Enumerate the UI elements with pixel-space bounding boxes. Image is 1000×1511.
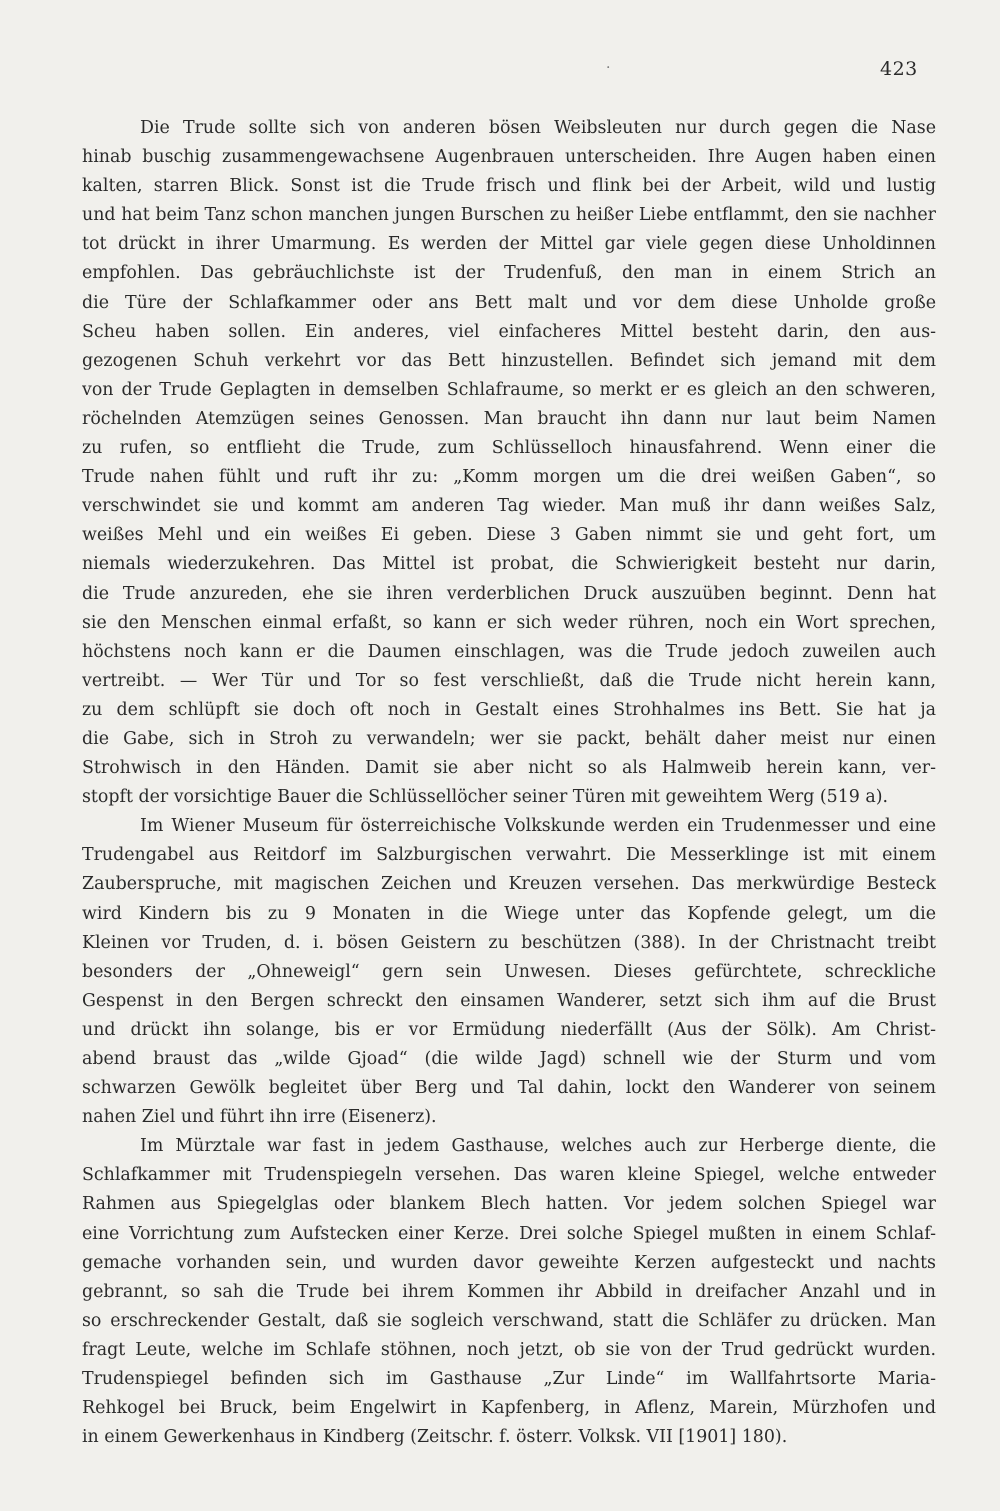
text-line: in einem Gewerkenhaus in Kindberg (Zeitschr. f. österr. Volksk. VII [1901] 180).	[82, 1427, 788, 1448]
text-line: Im Wiener Museum für österreichische Volkskunde werden ein Trudenmesser und eine	[140, 816, 936, 837]
text-line: tot drückt in ihrer Umarmung. Es werden der Mittel gar viele gegen diese Unholdinnen	[82, 234, 936, 255]
text-line: Schlafkammer mit Trudenspiegeln versehen. Das waren kleine Spiegel, welche entweder	[82, 1165, 936, 1186]
text-line: fragt Leute, welche im Schlafe stöhnen, noch jetzt, ob sie von der Trud gedrückt wurden.	[82, 1339, 936, 1360]
text-line: höchstens noch kann er die Daumen einschlagen, was die Trude jedoch zuweilen auch	[82, 641, 936, 662]
text-line: zu dem schlüpft sie doch oft noch in Gestalt eines Strohhalmes ins Bett. Sie hat ja	[82, 699, 936, 720]
text-line: abend braust das „wilde Gjoad“ (die wilde Jagd) schnell wie der Sturm und vom	[82, 1049, 936, 1069]
text-line: niemals wiederzukehren. Das Mittel ist probat, die Schwierigkeit besteht nur darin,	[82, 554, 936, 575]
text-line: kalten, starren Blick. Sonst ist die Trude frisch und flink bei der Arbeit, wild und lustig	[82, 176, 936, 197]
text-line: schwarzen Gewölk begleitet über Berg und Tal dahin, lockt den Wanderer von seinem	[82, 1078, 936, 1099]
text-line: eine Vorrichtung zum Aufstecken einer Kerze. Drei solche Spiegel mußten in einem Schlaf-	[82, 1223, 936, 1244]
text-line: röchelnden Atemzügen seines Genossen. Man braucht ihn dann nur laut beim Namen	[82, 408, 936, 429]
text-line: besonders der „Ohneweigl“ gern sein Unwesen. Dieses gefürchtete, schreckliche	[82, 961, 936, 982]
text-line: Gespenst in den Bergen schreckt den einsamen Wanderer, setzt sich ihm auf die Brust	[82, 990, 936, 1011]
text-line: weißes Mehl und ein weißes Ei geben. Diese 3 Gaben nimmt sie und geht fort, um	[82, 525, 936, 546]
text-line: Rehkogel bei Bruck, beim Engelwirt in Kapfenberg, in Aflenz, Marein, Mürzhofen und	[82, 1398, 936, 1419]
text-line: wird Kindern bis zu 9 Monaten in die Wiege unter das Kopfende gelegt, um die	[82, 903, 936, 924]
text-line: empfohlen. Das gebräuchlichste ist der Trudenfuß, den man in einem Strich an	[82, 263, 936, 284]
text-line: sie den Menschen einmal erfaßt, so kann er sich weder rühren, noch ein Wort sprechen,	[82, 612, 936, 633]
page-number: 423	[880, 58, 918, 80]
text-line: Kleinen vor Truden, d. i. bösen Geistern zu beschützen (388). In der Christnacht treibt	[82, 932, 936, 953]
text-line: die Gabe, sich in Stroh zu verwandeln; wer sie packt, behält daher meist nur einen	[82, 728, 936, 749]
text-line: Trudengabel aus Reitdorf im Salzburgischen verwahrt. Die Messerklinge ist mit einem	[82, 845, 936, 866]
text-line: Trudenspiegel befinden sich im Gasthause „Zur Linde“ im Wallfahrtsorte Maria-	[82, 1369, 936, 1390]
text-line: nahen Ziel und führt ihn irre (Eisenerz).	[82, 1107, 437, 1128]
text-line: Trude nahen fühlt und ruft ihr zu: „Komm morgen um die drei weißen Gaben“, so	[82, 467, 936, 488]
text-line: Rahmen aus Spiegelglas oder blankem Blech hatten. Vor jedem solchen Spiegel war	[82, 1194, 936, 1215]
text-line: zu rufen, so entflieht die Trude, zum Schlüsselloch hinausfahrend. Wenn einer die	[82, 438, 936, 459]
text-line: gebrannt, so sah die Trude bei ihrem Kommen ihr Abbild in dreifacher Anzahl und in	[82, 1281, 936, 1302]
text-line: Scheu haben sollen. Ein anderes, viel einfacheres Mittel besteht darin, den aus-	[82, 321, 936, 342]
text-line: verschwindet sie und kommt am anderen Tag wieder. Man muß ihr dann weißes Salz,	[82, 496, 936, 517]
text-line: vertreibt. — Wer Tür und Tor so fest verschließt, daß die Trude nicht herein kann,	[82, 670, 936, 691]
text-line: und drückt ihn solange, bis er vor Ermüdung niederfällt (Aus der Sölk). Am Christ-	[82, 1019, 936, 1040]
text-line: Im Mürztale war fast in jedem Gasthause, welches auch zur Herberge diente, die	[140, 1136, 936, 1157]
text-line: so erschreckender Gestalt, daß sie sogleich verschwand, statt die Schläfer zu drücken. Man	[82, 1310, 936, 1331]
text-line: gemache vorhanden sein, und wurden davor geweihte Kerzen aufgesteckt und nachts	[82, 1252, 936, 1273]
print-mark: ·	[606, 60, 611, 76]
text-line: hinab buschig zusammengewachsene Augenbrauen unterscheiden. Ihre Augen haben einen	[82, 147, 936, 168]
text-line: und hat beim Tanz schon manchen jungen Burschen zu heißer Liebe entflammt, den sie nachher	[82, 205, 936, 226]
text-line: gezogenen Schuh verkehrt vor das Bett hinzustellen. Befindet sich jemand mit dem	[82, 350, 936, 371]
text-line: die Türe der Schlafkammer oder ans Bett malt und vor dem diese Unholde große	[82, 292, 936, 313]
text-line: Die Trude sollte sich von anderen bösen Weibsleuten nur durch gegen die Nase	[140, 118, 936, 138]
body-text	[82, 114, 936, 1452]
text-line: von der Trude Geplagten in demselben Schlafraume, so merkt er es gleich an den schweren,	[82, 379, 936, 400]
text-line: Zauberspruche, mit magischen Zeichen und Kreuzen versehen. Das merkwürdige Besteck	[82, 874, 936, 895]
text-line: stopft der vorsichtige Bauer die Schlüssellöcher seiner Türen mit geweihtem Werg (519 a).	[82, 787, 889, 808]
text-line: die Trude anzureden, ehe sie ihren verderblichen Druck auszuüben beginnt. Denn hat	[82, 583, 936, 604]
text-line: Strohwisch in den Händen. Damit sie aber nicht so als Halmweib herein kann, ver-	[82, 758, 936, 779]
